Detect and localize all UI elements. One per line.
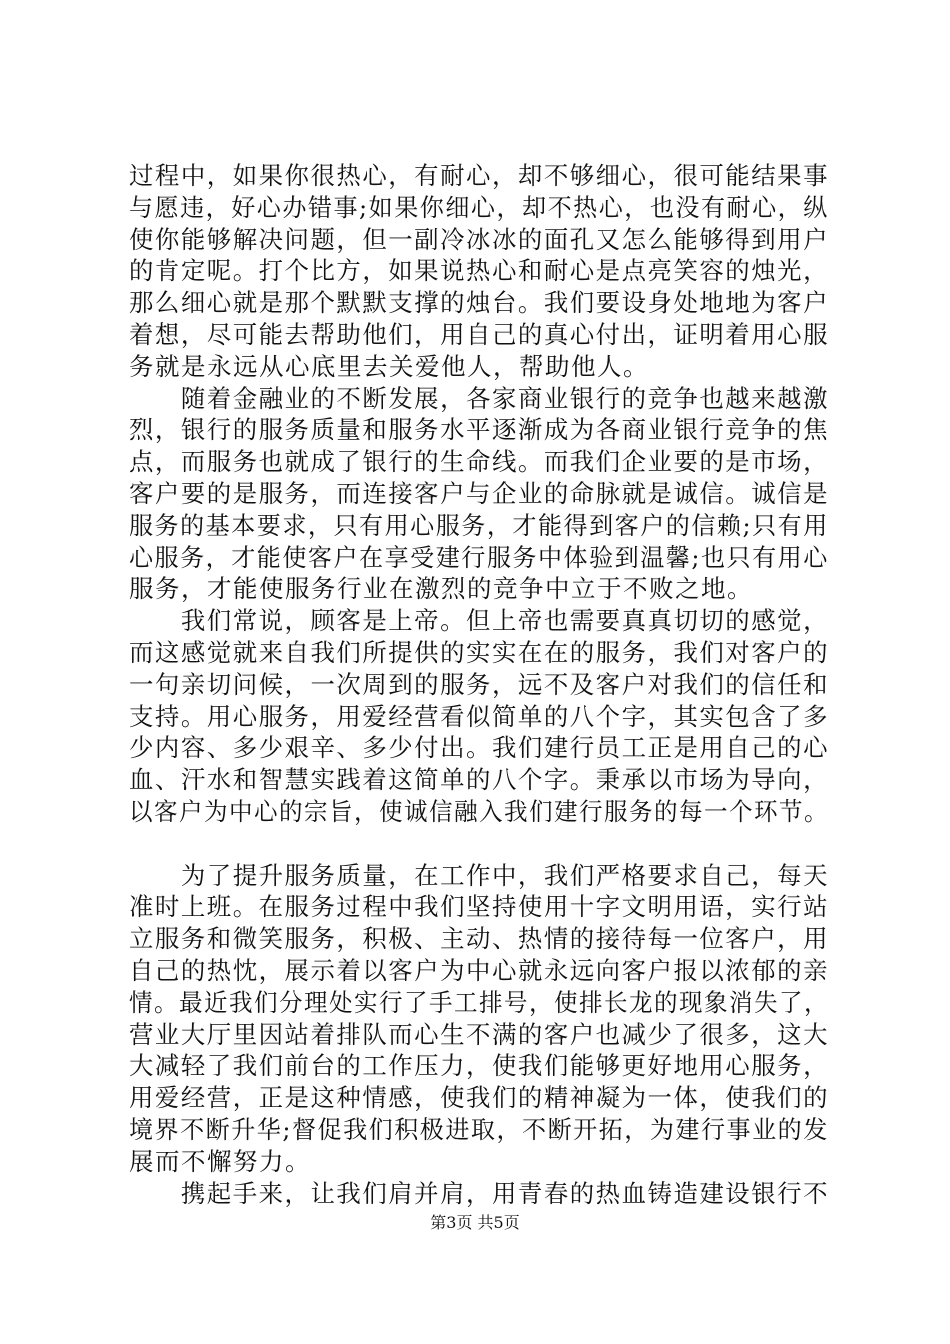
- text-line: 境界不断升华;督促我们积极进取，不断开拓，为建行事业的发: [129, 1114, 829, 1144]
- text-line: 情。最近我们分理处实行了手工排号，使排长龙的现象消失了，: [129, 987, 829, 1017]
- text-line: 支持。用心服务，用爱经营看似简单的八个字，其实包含了多: [129, 701, 829, 731]
- blank-line: [129, 828, 819, 860]
- text-line: 血、汗水和智慧实践着这简单的八个字。秉承以市场为导向，: [129, 765, 829, 795]
- text-line: 心服务，才能使客户在享受建行服务中体验到温馨;也只有用心: [129, 542, 829, 572]
- text-line: 服务的基本要求，只有用心服务，才能得到客户的信赖;只有用: [129, 510, 829, 540]
- text-line: 准时上班。在服务过程中我们坚持使用十字文明用语，实行站: [129, 892, 829, 922]
- text-line: 营业大厅里因站着排队而心生不满的客户也减少了很多，这大: [129, 1019, 829, 1049]
- text-line: 自己的热忱，展示着以客户为中心就永远向客户报以浓郁的亲: [129, 955, 829, 985]
- text-line: 携起手来，让我们肩并肩，用青春的热血铸造建设银行不: [129, 1178, 829, 1208]
- text-line: 点，而服务也就成了银行的生命线。而我们企业要的是市场，: [129, 447, 829, 477]
- text-line: 烈，银行的服务质量和服务水平逐渐成为各商业银行竞争的焦: [129, 415, 829, 445]
- text-line: 过程中，如果你很热心，有耐心，却不够细心，很可能结果事: [129, 161, 829, 190]
- text-line: 服务，才能使服务行业在激烈的竞争中立于不败之地。: [129, 574, 753, 604]
- text-line: 我们常说，顾客是上帝。但上帝也需要真真切切的感觉，: [129, 606, 829, 636]
- text-line: 为了提升服务质量，在工作中，我们严格要求自己，每天: [129, 860, 829, 890]
- text-line: 的肯定呢。打个比方，如果说热心和耐心是点亮笑容的烛光，: [129, 256, 829, 286]
- text-line: 那么细心就是那个默默支撑的烛台。我们要设身处地地为客户: [129, 288, 829, 318]
- text-line: 少内容、多少艰辛、多少付出。我们建行员工正是用自己的心: [129, 733, 829, 763]
- text-line: 用爱经营，正是这种情感，使我们的精神凝为一体，使我们的: [129, 1083, 829, 1113]
- text-line: 大减轻了我们前台的工作压力，使我们能够更好地用心服务，: [129, 1051, 829, 1081]
- text-line: 着想，尽可能去帮助他们，用自己的真心付出，证明着用心服: [129, 319, 829, 349]
- text-line: 客户要的是服务，而连接客户与企业的命脉就是诚信。诚信是: [129, 478, 829, 508]
- text-line: 随着金融业的不断发展，各家商业银行的竞争也越来越激: [129, 383, 829, 413]
- page-footer: 第3页 共5页: [430, 1213, 520, 1232]
- text-line: 与愿违，好心办错事;如果你细心，却不热心，也没有耐心，纵: [129, 192, 829, 222]
- text-line: 务就是永远从心底里去关爱他人，帮助他人。: [129, 351, 649, 381]
- text-line: 立服务和微笑服务，积极、主动、热情的接待每一位客户，用: [129, 924, 829, 954]
- document-body: [129, 160, 829, 1209]
- text-line: 使你能够解决问题，但一副冷冰冰的面孔又怎么能够得到用户: [129, 224, 829, 254]
- text-line: 以客户为中心的宗旨，使诚信融入我们建行服务的每一个环节。: [129, 796, 829, 826]
- text-line: 一句亲切问候，一次周到的服务，远不及客户对我们的信任和: [129, 669, 829, 699]
- text-line: 而这感觉就来自我们所提供的实实在在的服务，我们对客户的: [129, 637, 829, 667]
- text-line: 展而不懈努力。: [129, 1146, 311, 1176]
